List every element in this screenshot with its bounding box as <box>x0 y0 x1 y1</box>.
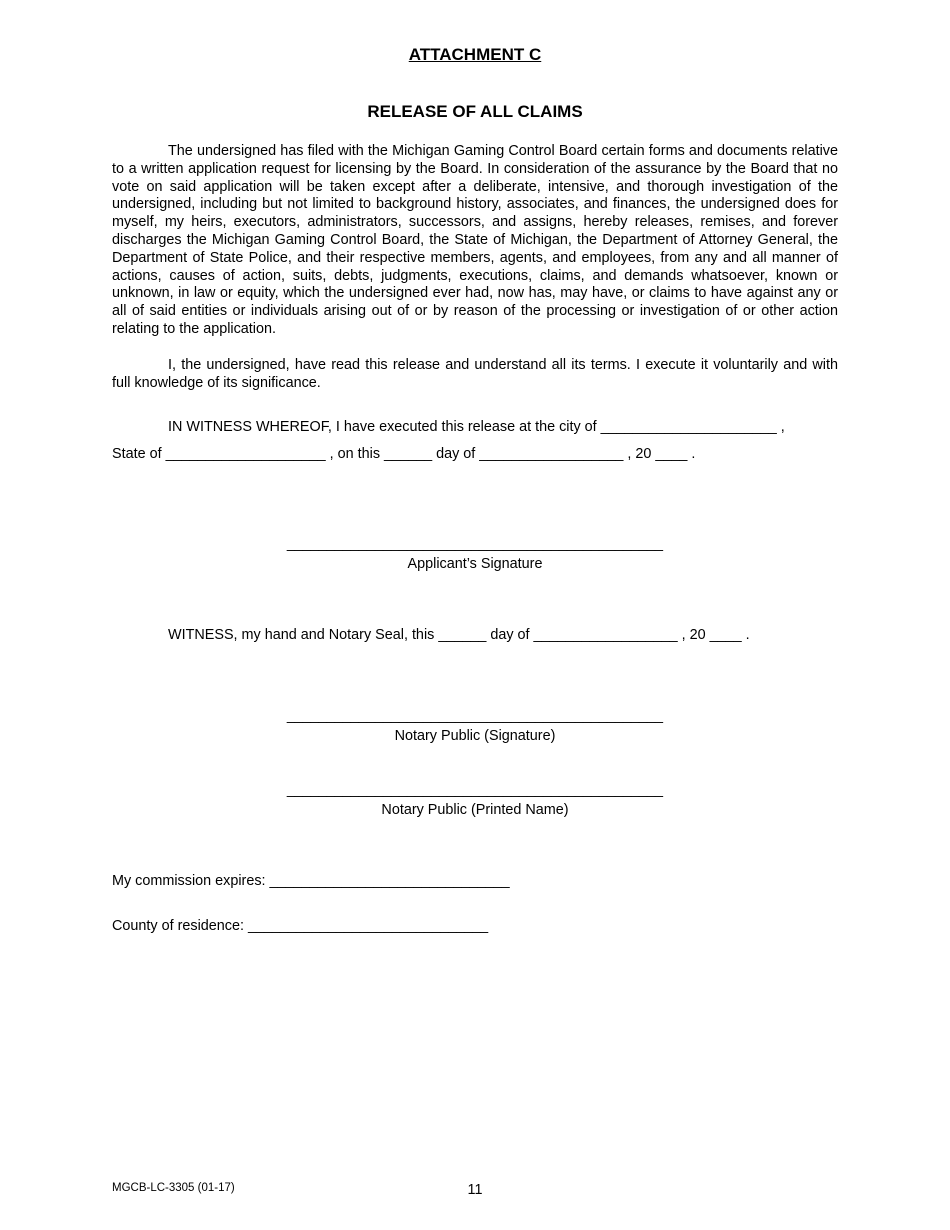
notary-witness-statement: WITNESS, my hand and Notary Seal, this ______ day of __________________ , 20 ____ . <box>168 627 750 643</box>
notary-printed-name-label: Notary Public (Printed Name) <box>381 802 569 818</box>
applicant-signature-line: _______________________________________________ <box>286 536 664 552</box>
applicant-signature-label: Applicant’s Signature <box>407 556 543 572</box>
witness-city-line: IN WITNESS WHEREOF, I have executed this release at the city of ______________________ , <box>168 419 785 435</box>
commission-expires-field: My commission expires: ______________________________ <box>112 873 510 889</box>
form-id: MGCB-LC-3305 (01-17) <box>112 1182 235 1194</box>
release-paragraph: The undersigned has filed with the Michigan Gaming Control Board certain forms and documents relative to a written application request for licensing by the Board. In consideration of the assurance by the Board that no vote on said application will be taken except after a deliberate, intensive, and thorough investigation of the undersigned, including but not limited to background history, associates, and finances, the undersigned does for myself, my heirs, executors, administrators, successors, and assigns, hereby releases, remises, and forever discharges the Michigan Gaming Control Board, the State of Michigan, the Department of Attorney General, the Department of State Police, and their respective members, agents, and employees, from any and all manner of actions, causes of action, suits, debts, judgments, executions, claims, and demands whatsoever, known or unknown, in law or equity, which the undersigned ever had, now has, may have, or claims to have against any or all of said entities or individuals arising out of or by reason of the processing or investigation of or other action relating to the application. <box>112 143 838 337</box>
attachment-heading: ATTACHMENT C <box>408 45 542 64</box>
notary-signature-label: Notary Public (Signature) <box>394 728 556 744</box>
page-number: 11 <box>467 1182 483 1198</box>
witness-state-date-line: State of ____________________ , on this ______ day of __________________ , 20 ____ . <box>112 446 696 462</box>
acknowledgment-paragraph: I, the undersigned, have read this release and understand all its terms. I execute it voluntarily and with full knowledge of its significance. <box>112 357 838 391</box>
county-of-residence-field: County of residence: ______________________________ <box>112 918 489 934</box>
notary-signature-line: _______________________________________________ <box>286 708 664 724</box>
notary-printed-name-line: _______________________________________________ <box>286 782 664 798</box>
document-title: RELEASE OF ALL CLAIMS <box>367 102 583 121</box>
